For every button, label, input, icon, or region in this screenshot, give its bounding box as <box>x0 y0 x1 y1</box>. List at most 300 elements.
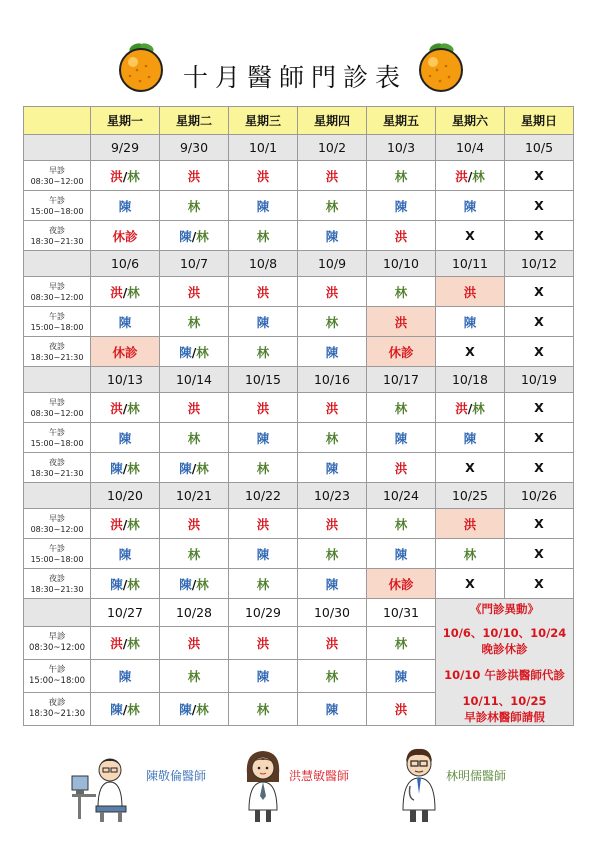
schedule-cell <box>229 693 298 726</box>
separator: / <box>191 576 197 592</box>
schedule-cell <box>298 277 367 307</box>
session-row <box>24 569 574 599</box>
schedule-cell <box>91 221 160 251</box>
doctor-code: 洪 <box>455 168 468 184</box>
schedule-cell: X <box>505 393 574 423</box>
schedule-cell <box>298 191 367 221</box>
doctor-code: 洪 <box>187 636 201 652</box>
schedule-cell <box>367 539 436 569</box>
schedule-cell <box>229 660 298 693</box>
schedule-cell: X <box>505 191 574 221</box>
doctor-code: 林 <box>394 284 408 300</box>
doctor-code: 陳 <box>256 546 270 562</box>
separator: / <box>467 168 473 184</box>
notice-line3: 10/10 午診洪醫師代診 <box>444 668 565 682</box>
date-cell: 10/30 <box>298 599 367 627</box>
schedule-cell <box>298 569 367 599</box>
doctor-code: 陳 <box>394 430 408 446</box>
schedule-cell: X <box>505 307 574 337</box>
session-label <box>24 423 91 453</box>
schedule-cell <box>298 221 367 251</box>
doctor-code: 林 <box>256 460 270 476</box>
date-row <box>24 599 574 627</box>
schedule-cell <box>160 569 229 599</box>
session-label <box>24 569 91 599</box>
doctor-code: 林 <box>472 400 485 416</box>
doctor-code: 陳 <box>256 669 270 685</box>
schedule-cell <box>160 161 229 191</box>
doctor-code: 洪 <box>187 516 201 532</box>
doctor-code: 陳 <box>256 430 270 446</box>
doctor-code: 林 <box>127 636 140 652</box>
page-title: 十月醫師門診表 <box>182 63 407 92</box>
session-row <box>24 161 574 191</box>
schedule-cell <box>160 509 229 539</box>
page-header <box>0 40 595 100</box>
doctor-code: 洪 <box>325 516 339 532</box>
date-cell: 10/3 <box>367 135 436 161</box>
date-cell: 10/18 <box>436 367 505 393</box>
doctor-code: 林 <box>187 198 201 214</box>
doctor-code: 陳 <box>110 576 123 592</box>
session-label <box>24 660 91 693</box>
schedule-cell <box>367 393 436 423</box>
date-cell: 10/19 <box>505 367 574 393</box>
date-cell: 10/20 <box>91 483 160 509</box>
schedule-cell <box>298 337 367 367</box>
doctor-code: 林 <box>127 576 140 592</box>
session-name: 早診 <box>49 397 65 407</box>
session-name: 早診 <box>49 165 65 175</box>
weekday-header: 星期五 <box>367 107 436 135</box>
date-cell: 10/6 <box>91 251 160 277</box>
doctor-code: 陳 <box>110 460 123 476</box>
doctor-code: 林 <box>256 576 270 592</box>
doctor-code: 陳 <box>325 576 339 592</box>
session-time: 15:00~18:00 <box>28 676 86 687</box>
session-time: 18:30~21:30 <box>30 584 84 594</box>
session-name: 夜診 <box>49 457 65 467</box>
doctor-code: 洪 <box>325 636 339 652</box>
doctor-code: 陳 <box>325 228 339 244</box>
session-label <box>24 539 91 569</box>
schedule-cell <box>298 627 367 660</box>
schedule-cell <box>229 423 298 453</box>
session-time: 08:30~12:00 <box>28 643 86 654</box>
weekday-header-row <box>24 107 574 135</box>
separator: / <box>122 400 128 416</box>
schedule-cell <box>160 453 229 483</box>
date-cell: 10/1 <box>229 135 298 161</box>
schedule-cell <box>91 423 160 453</box>
schedule-cell <box>436 307 505 337</box>
doctor-code: 林 <box>127 284 140 300</box>
schedule-cell <box>298 453 367 483</box>
date-cell: 10/10 <box>367 251 436 277</box>
schedule-cell <box>367 191 436 221</box>
separator: / <box>191 228 197 244</box>
doctor-code: 洪 <box>110 516 123 532</box>
doctor-code: 林 <box>325 669 339 685</box>
doctor-code: 陳 <box>118 669 132 685</box>
session-time: 15:00~18:00 <box>30 322 84 332</box>
schedule-cell <box>229 569 298 599</box>
schedule-cell: X <box>505 539 574 569</box>
schedule-cell <box>160 191 229 221</box>
notice-title: 《門診異動》 <box>470 602 539 616</box>
schedule-cell: X <box>505 337 574 367</box>
date-cell: 10/8 <box>229 251 298 277</box>
date-cell: 10/26 <box>505 483 574 509</box>
date-cell: 10/23 <box>298 483 367 509</box>
doctor-code: 陳 <box>118 430 132 446</box>
doctor-code: 洪 <box>325 284 339 300</box>
schedule-cell <box>298 660 367 693</box>
doctor-code: 林 <box>463 546 477 562</box>
date-row <box>24 483 574 509</box>
date-corner <box>24 367 91 393</box>
doctor-hong-illustration <box>240 748 286 824</box>
doctor-code: 林 <box>127 460 140 476</box>
date-cell: 9/29 <box>91 135 160 161</box>
doctor-code: 洪 <box>110 168 123 184</box>
doctor-code: 林 <box>187 430 201 446</box>
schedule-cell <box>91 569 160 599</box>
session-time: 18:30~21:30 <box>30 468 84 478</box>
schedule-cell <box>298 307 367 337</box>
doctor-lin-illustration <box>396 746 442 824</box>
schedule-cell <box>91 277 160 307</box>
separator: / <box>122 636 128 652</box>
schedule-cell <box>229 161 298 191</box>
session-label <box>24 221 91 251</box>
weekday-header: 星期日 <box>505 107 574 135</box>
schedule-cell <box>160 660 229 693</box>
schedule-cell <box>229 393 298 423</box>
doctor-code: 林 <box>196 460 209 476</box>
session-name: 早診 <box>48 632 66 643</box>
closed-label: 休診 <box>112 344 138 360</box>
date-cell: 10/15 <box>229 367 298 393</box>
date-cell: 10/5 <box>505 135 574 161</box>
session-name: 夜診 <box>49 225 65 235</box>
schedule-cell <box>229 191 298 221</box>
separator: / <box>191 344 197 360</box>
schedule-cell <box>298 161 367 191</box>
schedule-cell: X <box>505 453 574 483</box>
session-row <box>24 307 574 337</box>
doctor-code: 林 <box>187 669 201 685</box>
schedule-cell <box>160 693 229 726</box>
session-time: 15:00~18:00 <box>30 206 84 216</box>
schedule-cell <box>91 693 160 726</box>
date-cell: 10/22 <box>229 483 298 509</box>
doctor-code: 林 <box>256 702 270 718</box>
doctor-code: 洪 <box>187 284 201 300</box>
doctor-code: 林 <box>127 702 140 718</box>
schedule-cell <box>229 307 298 337</box>
schedule-cell: X <box>505 221 574 251</box>
doctor-code: 林 <box>472 168 485 184</box>
doctor-code: 洪 <box>256 284 270 300</box>
schedule-cell <box>160 393 229 423</box>
doctor-code: 陳 <box>325 344 339 360</box>
date-cell: 10/7 <box>160 251 229 277</box>
doctor-hong-name: 洪慧敏醫師 <box>289 769 350 783</box>
separator: / <box>122 576 128 592</box>
schedule-cell <box>298 693 367 726</box>
schedule-cell: X <box>505 569 574 599</box>
date-cell: 10/2 <box>298 135 367 161</box>
schedule-cell <box>298 393 367 423</box>
schedule-cell <box>160 221 229 251</box>
session-row <box>24 191 574 221</box>
doctor-code: 陳 <box>118 546 132 562</box>
doctor-chen-illustration <box>70 750 140 824</box>
weekday-header: 星期六 <box>436 107 505 135</box>
schedule-cell <box>367 693 436 726</box>
notice-line5: 早診林醫師請假 <box>464 710 545 724</box>
session-name: 夜診 <box>49 341 65 351</box>
doctor-code: 洪 <box>187 400 201 416</box>
session-label <box>24 393 91 423</box>
doctor-code: 洪 <box>394 460 408 476</box>
session-time: 18:30~21:30 <box>30 236 84 246</box>
session-time: 08:30~12:00 <box>30 292 84 302</box>
doctor-code: 洪 <box>325 400 339 416</box>
doctor-code: 林 <box>394 400 408 416</box>
session-label <box>24 453 91 483</box>
date-cell: 10/24 <box>367 483 436 509</box>
closed-label: 休診 <box>388 344 414 360</box>
session-row <box>24 277 574 307</box>
separator: / <box>191 460 197 476</box>
doctor-code: 林 <box>196 228 209 244</box>
doctor-code: 陳 <box>325 460 339 476</box>
notice-line1: 10/6、10/10、10/24 <box>442 626 567 640</box>
schedule-cell <box>436 423 505 453</box>
date-row <box>24 135 574 161</box>
separator: / <box>122 516 128 532</box>
schedule-cell <box>229 627 298 660</box>
schedule-cell <box>367 161 436 191</box>
doctor-code: 林 <box>127 400 140 416</box>
doctor-code: 陳 <box>463 314 477 330</box>
separator: / <box>191 702 197 718</box>
schedule-cell: X <box>505 423 574 453</box>
doctor-code: 林 <box>325 314 339 330</box>
session-label <box>24 509 91 539</box>
orange-icon <box>116 40 166 92</box>
date-cell: 10/13 <box>91 367 160 393</box>
session-name: 午診 <box>49 311 65 321</box>
separator: / <box>122 168 128 184</box>
session-name: 早診 <box>49 281 65 291</box>
session-label <box>24 337 91 367</box>
doctor-code: 林 <box>196 344 209 360</box>
doctor-code: 陳 <box>256 198 270 214</box>
date-cell: 10/11 <box>436 251 505 277</box>
schedule-cell <box>298 539 367 569</box>
session-row <box>24 509 574 539</box>
session-label <box>24 277 91 307</box>
date-cell: 10/29 <box>229 599 298 627</box>
doctor-code: 洪 <box>110 284 123 300</box>
doctor-code: 陳 <box>110 702 123 718</box>
session-name: 午診 <box>49 195 65 205</box>
doctor-code: 洪 <box>394 314 408 330</box>
schedule-cell <box>436 161 505 191</box>
doctor-code: 陳 <box>394 546 408 562</box>
session-name: 午診 <box>49 427 65 437</box>
schedule-cell <box>91 337 160 367</box>
schedule-cell <box>298 423 367 453</box>
schedule-cell <box>229 539 298 569</box>
doctor-code: 林 <box>127 168 140 184</box>
doctor-code: 洪 <box>394 702 408 718</box>
doctor-code: 林 <box>256 344 270 360</box>
date-corner <box>24 251 91 277</box>
schedule-cell <box>367 569 436 599</box>
separator: / <box>122 460 128 476</box>
schedule-cell <box>436 277 505 307</box>
session-row <box>24 221 574 251</box>
session-label <box>24 161 91 191</box>
session-time: 08:30~12:00 <box>30 176 84 186</box>
date-corner <box>24 135 91 161</box>
doctor-code: 林 <box>196 576 209 592</box>
session-name: 早診 <box>49 513 65 523</box>
doctor-code: 洪 <box>256 636 270 652</box>
schedule-cell <box>367 307 436 337</box>
doctor-code: 陳 <box>325 702 339 718</box>
schedule-cell: X <box>436 337 505 367</box>
schedule-cell <box>91 393 160 423</box>
doctor-code: 洪 <box>187 168 201 184</box>
schedule-cell <box>367 627 436 660</box>
session-label <box>24 191 91 221</box>
doctor-code: 陳 <box>394 669 408 685</box>
doctor-code: 陳 <box>256 314 270 330</box>
date-cell: 10/9 <box>298 251 367 277</box>
schedule-cell <box>160 277 229 307</box>
session-label <box>24 307 91 337</box>
schedule-cell <box>91 539 160 569</box>
doctor-code: 陳 <box>179 344 192 360</box>
session-row <box>24 337 574 367</box>
schedule-cell <box>91 509 160 539</box>
closed-label: 休診 <box>112 228 138 244</box>
schedule-cell <box>160 337 229 367</box>
doctor-code: 洪 <box>463 516 477 532</box>
schedule-cell <box>367 277 436 307</box>
schedule-cell <box>91 307 160 337</box>
session-time: 15:00~18:00 <box>30 438 84 448</box>
date-cell: 10/17 <box>367 367 436 393</box>
doctor-code: 林 <box>256 228 270 244</box>
session-label <box>24 693 91 726</box>
schedule-cell <box>367 660 436 693</box>
date-cell: 10/27 <box>91 599 160 627</box>
doctor-code: 陳 <box>179 702 192 718</box>
doctor-code: 洪 <box>463 284 477 300</box>
date-cell: 9/30 <box>160 135 229 161</box>
doctor-code: 洪 <box>256 400 270 416</box>
schedule-cell: X <box>505 509 574 539</box>
separator: / <box>122 702 128 718</box>
doctor-code: 林 <box>127 516 140 532</box>
schedule-cell <box>436 509 505 539</box>
doctor-code: 陳 <box>179 228 192 244</box>
doctor-code: 陳 <box>118 198 132 214</box>
weekday-header: 星期二 <box>160 107 229 135</box>
doctor-code: 陳 <box>118 314 132 330</box>
separator: / <box>467 400 473 416</box>
session-row <box>24 539 574 569</box>
schedule-cell <box>229 453 298 483</box>
notice-line4: 10/11、10/25 <box>462 694 547 708</box>
date-cell: 10/25 <box>436 483 505 509</box>
doctor-code: 林 <box>187 314 201 330</box>
doctor-code: 洪 <box>455 400 468 416</box>
schedule-cell <box>298 509 367 539</box>
schedule-cell <box>436 393 505 423</box>
doctor-code: 陳 <box>394 198 408 214</box>
doctor-code: 林 <box>325 198 339 214</box>
session-name: 午診 <box>49 543 65 553</box>
session-row <box>24 423 574 453</box>
doctor-code: 林 <box>196 702 209 718</box>
session-row <box>24 393 574 423</box>
schedule-cell: X <box>436 453 505 483</box>
date-row <box>24 251 574 277</box>
date-cell: 10/16 <box>298 367 367 393</box>
session-name: 夜診 <box>48 698 66 709</box>
schedule-table <box>23 106 574 726</box>
doctor-code: 林 <box>325 430 339 446</box>
schedule-cell: X <box>436 569 505 599</box>
schedule-cell <box>91 660 160 693</box>
schedule-cell <box>229 337 298 367</box>
schedule-cell <box>229 509 298 539</box>
doctor-legend <box>0 744 595 824</box>
doctor-code: 洪 <box>256 168 270 184</box>
doctor-code: 林 <box>325 546 339 562</box>
session-time: 18:30~21:30 <box>28 709 86 720</box>
schedule-cell <box>91 161 160 191</box>
schedule-cell <box>367 423 436 453</box>
schedule-cell <box>367 509 436 539</box>
date-row <box>24 367 574 393</box>
date-cell: 10/31 <box>367 599 436 627</box>
weekday-header: 星期三 <box>229 107 298 135</box>
session-name: 午診 <box>48 665 66 676</box>
doctor-lin-name: 林明儒醫師 <box>446 769 507 783</box>
schedule-cell <box>367 221 436 251</box>
doctor-code: 洪 <box>110 636 123 652</box>
doctor-code: 陳 <box>463 430 477 446</box>
date-cell: 10/4 <box>436 135 505 161</box>
date-cell: 10/12 <box>505 251 574 277</box>
schedule-cell <box>436 539 505 569</box>
header-corner <box>24 107 91 135</box>
schedule-cell <box>229 221 298 251</box>
date-cell: 10/21 <box>160 483 229 509</box>
doctor-code: 洪 <box>394 228 408 244</box>
doctor-code: 洪 <box>110 400 123 416</box>
notice-line2: 晚診休診 <box>481 642 528 656</box>
session-time: 08:30~12:00 <box>30 408 84 418</box>
